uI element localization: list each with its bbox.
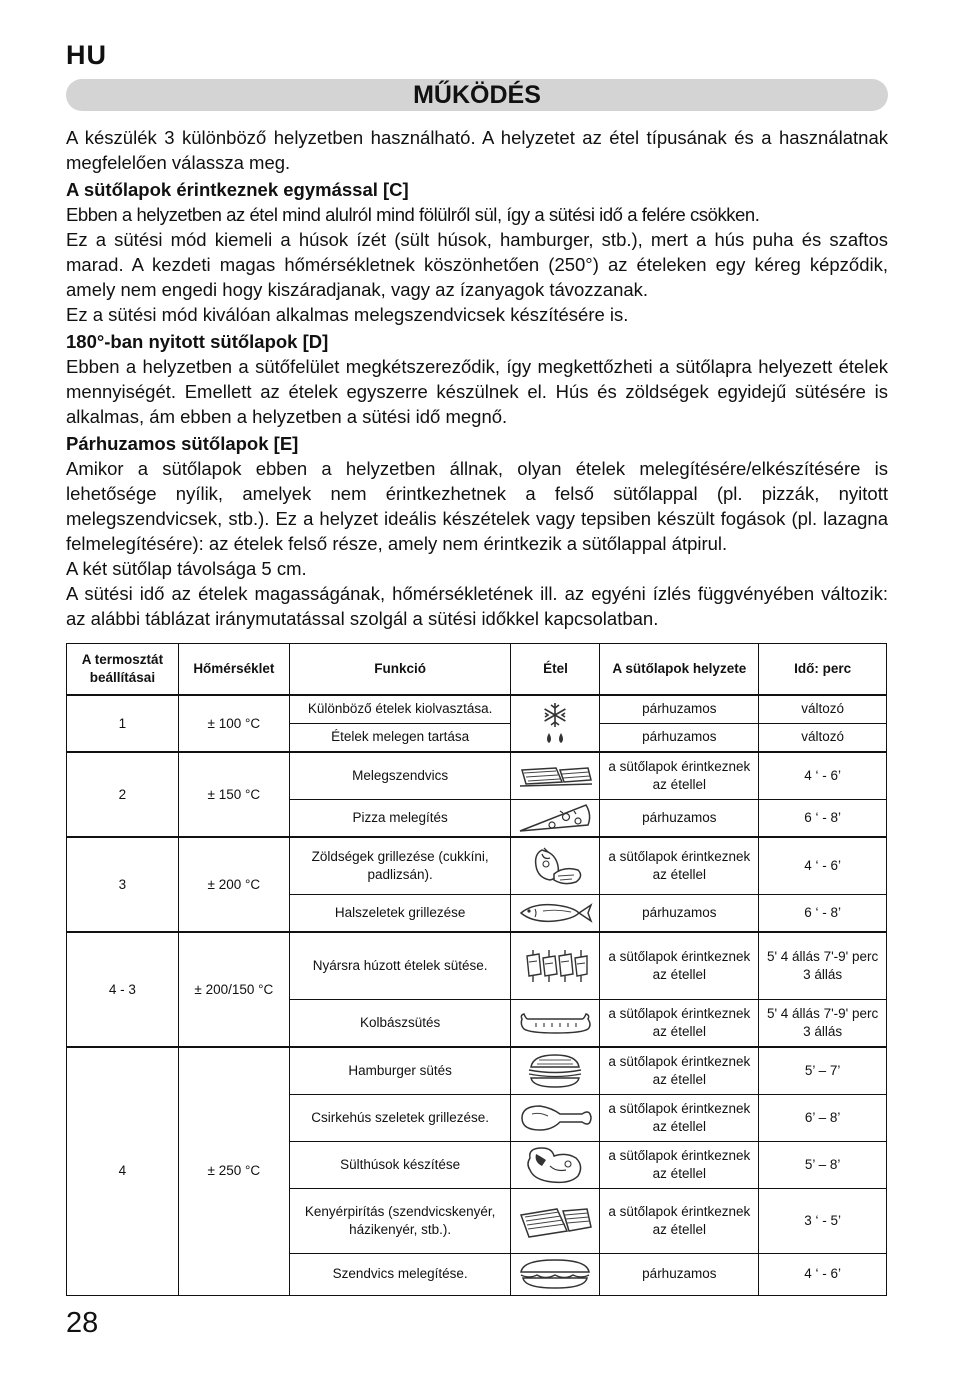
setting-cell: 1 [67,695,179,752]
plate-position-cell: a sütőlapok érintkeznek az étellel [600,837,759,894]
fish-icon [517,899,593,927]
setting-cell: 4 [67,1047,179,1295]
food-cell [511,695,600,752]
header-function: Funkció [289,644,511,696]
time-cell: 5' 4 állás 7'-9' perc 3 állás [759,999,887,1047]
setting-cell: 3 [67,837,179,932]
table-row [67,752,887,799]
function-cell: Pizza melegítés [289,799,511,837]
plate-position-cell: párhuzamos [600,695,759,723]
function-cell: Zöldségek grillezése (cukkíni, padlizsán). [289,837,511,894]
function-cell: Nyársra húzott ételek sütése. [289,932,511,999]
time-cell: 4 ‘ - 6’ [759,752,887,799]
function-cell: Hamburger sütés [289,1047,511,1094]
time-cell: 3 ‘ - 5’ [759,1188,887,1253]
food-cell [511,799,600,837]
intro-paragraph: A készülék 3 különböző helyzetben használható. A helyzetet az étel típusának és a használatnak megfelelően válassza meg. [66,127,888,173]
header-thermostat: A termosztát beállításai [67,644,179,696]
body-text [66,125,888,631]
section-paragraph: Ez a sütési mód kiemeli a húsok ízét (sült húsok, hamburger, stb.), mert a hús puha és szaftos marad. A kezdeti magas hőmérsékletnek köszönhetően (250°) az ételeken egy kéreg képződik, amely nem engedi hogy kiszáradjanak, vagy az ízanyagok távozzanak. [66,229,888,300]
time-cell: 6’ – 8’ [759,1094,887,1141]
temperature-cell: ± 200 °C [178,837,289,932]
plate-position-cell: a sütőlapok érintkeznek az étellel [600,932,759,999]
table-row [67,932,887,999]
food-cell [511,1141,600,1188]
temperature-cell: ± 200/150 °C [178,932,289,1047]
page-title: MŰKÖDÉS [66,79,888,111]
cooking-table [66,643,887,1296]
table-row [67,1047,887,1094]
plate-position-cell: párhuzamos [600,1253,759,1295]
page-number: 28 [66,1307,99,1339]
temperature-cell: ± 150 °C [178,752,289,837]
section-paragraph: Ebben a helyzetben a sütőfelület megkétszereződik, így megkettőzheti a sütőlapra helyezett ételek mennyiségét. Emellett az ételek egyszerre készülnek el. Hús és zöldségek egyidejű sütésére is alkalmas, ám ebben a helyzetben a sütési idő megnő. [66,356,888,427]
plate-position-cell: a sütőlapok érintkeznek az étellel [600,1047,759,1094]
function-cell: Ételek melegen tartása [289,723,511,752]
time-cell: 5' 4 állás 7'-9' perc 3 állás [759,932,887,999]
plate-position-cell: párhuzamos [600,723,759,752]
toast-bread-icon [517,1201,593,1241]
sandwich-icon [517,1256,593,1292]
hamburger-icon [523,1051,587,1091]
setting-cell: 4 - 3 [67,932,179,1047]
section-paragraph: A sütési idő az ételek magasságának, hőmérsékletének ill. az egyéni ízlés függvényében változik: az alábbi táblázat iránymutatással szolgál a sütési időkkel kapcsolatban. [66,583,888,629]
time-cell: 5’ – 8’ [759,1141,887,1188]
plate-position-cell: a sütőlapok érintkeznek az étellel [600,1094,759,1141]
vegetables-icon [524,844,586,888]
plate-position-cell: a sütőlapok érintkeznek az étellel [600,1188,759,1253]
food-cell [511,894,600,932]
steak-icon [522,1144,588,1186]
time-cell: változó [759,723,887,752]
function-cell: Kenyérpirítás (szendvicskenyér, házikenyér, stb.). [289,1188,511,1253]
pizza-slice-icon [516,801,594,835]
food-cell [511,932,600,999]
time-cell: változó [759,695,887,723]
header-plate-position: A sütőlapok helyzete [600,644,759,696]
function-cell: Halszeletek grillezése [289,894,511,932]
plate-position-cell: párhuzamos [600,894,759,932]
time-cell: 6 ‘ - 8’ [759,894,887,932]
time-cell: 4 ‘ - 6’ [759,1253,887,1295]
header-food: Étel [511,644,600,696]
time-cell: 5’ – 7’ [759,1047,887,1094]
setting-cell: 2 [67,752,179,837]
section-heading: Párhuzamos sütőlapok [E] [66,433,299,454]
temperature-cell: ± 250 °C [178,1047,289,1295]
header-temperature: Hőmérséklet [178,644,289,696]
section-paragraph: Ebben a helyzetben az étel mind alulról mind fölülről sül, így a sütési idő a felére csökken. [66,204,760,225]
toast-sandwich-icon [516,760,594,792]
skewer-icon [519,946,591,986]
section-heading: A sütőlapok érintkeznek egymással [C] [66,179,409,200]
food-cell [511,1188,600,1253]
function-cell: Különböző ételek kiolvasztása. [289,695,511,723]
function-cell: Kolbászsütés [289,999,511,1047]
chicken-leg-icon [518,1102,592,1134]
section-paragraph: A két sütőlap távolsága 5 cm. [66,558,307,579]
time-cell: 4 ‘ - 6’ [759,837,887,894]
time-cell: 6 ‘ - 8’ [759,799,887,837]
function-cell: Melegszendvics [289,752,511,799]
snowflake-drops-icon [535,699,575,749]
function-cell: Szendvics melegítése. [289,1253,511,1295]
food-cell [511,1047,600,1094]
table-row [67,695,887,723]
function-cell: Csirkehús szeletek grillezése. [289,1094,511,1141]
function-cell: Sülthúsok készítése [289,1141,511,1188]
table-header-row [67,644,887,696]
sausage-icon [516,1011,594,1035]
section-paragraph: Amikor a sütőlapok ebben a helyzetben állnak, olyan ételek melegítésére/elkészítésére is lehetősége nyílik, amelyek nem érintkezhetnek a felső sütőlappal (pl. pizzák, nyitott melegszendvicsek, stb.). Ez a helyzet ideális készételek vagy tepsiben készült fogások (pl. lazagna felmelegítésére): az ételek felső része, amely nem érintkezik a sütőlappal átpirul. [66,458,888,554]
temperature-cell: ± 100 °C [178,695,289,752]
plate-position-cell: a sütőlapok érintkeznek az étellel [600,999,759,1047]
language-code: HU [66,40,107,70]
food-cell [511,752,600,799]
section-paragraph: Ez a sütési mód kiválóan alkalmas melegszendvicsek készítésére is. [66,304,629,325]
food-cell [511,999,600,1047]
section-heading: 180°-ban nyitott sütőlapok [D] [66,331,329,352]
plate-position-cell: párhuzamos [600,799,759,837]
food-cell [511,837,600,894]
plate-position-cell: a sütőlapok érintkeznek az étellel [600,752,759,799]
plate-position-cell: a sütőlapok érintkeznek az étellel [600,1141,759,1188]
food-cell [511,1094,600,1141]
header-time: Idő: perc [759,644,887,696]
food-cell [511,1253,600,1295]
table-row [67,837,887,894]
